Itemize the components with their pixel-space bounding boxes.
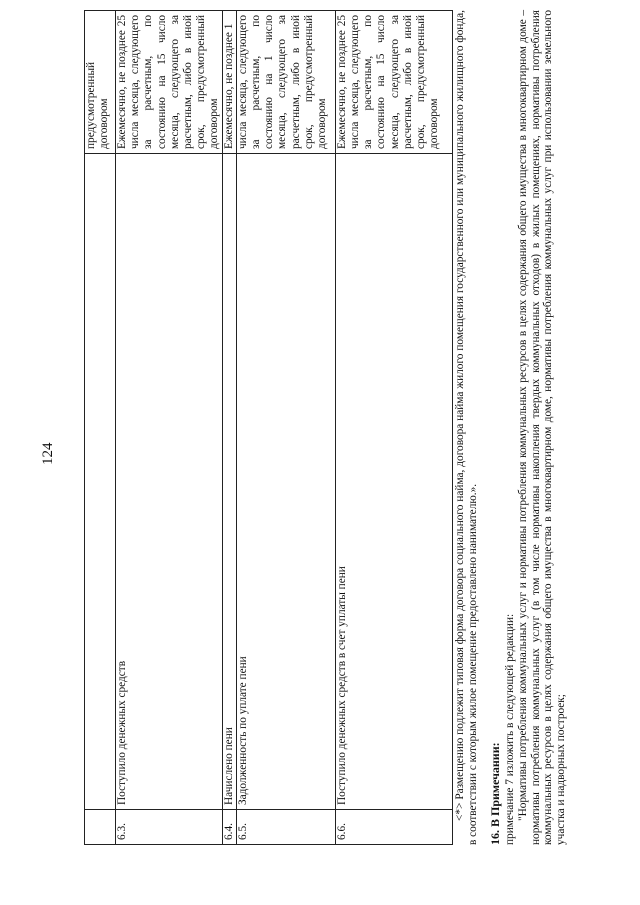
row-term: Ежемесячно, не позднее 1 xyxy=(222,11,236,154)
table-row xyxy=(236,11,335,845)
table-row xyxy=(85,11,116,845)
row-term: Ежемесячно, не позднее 25 числа месяца, следующего за расчетным, по состоянию на 15 число месяца, следующего за расчетным, либо в иной срок, предусмотренный договором xyxy=(116,11,223,154)
section-heading: 16. В Примечании: xyxy=(488,742,502,845)
section-intro: примечание 7 изложить в следующей редакции: xyxy=(504,613,516,845)
row-number: 6.5. xyxy=(236,810,335,845)
page-number: 124 xyxy=(40,442,56,465)
table-row xyxy=(116,11,223,845)
row-number: 6.6. xyxy=(335,810,452,845)
row-term: числа месяца, следующего за расчетным, по состоянию на 1 число месяца, следующего за расчетным, либо в иной срок, предусмотренный договором xyxy=(236,11,335,154)
row-name: Задолженность по уплате пени xyxy=(236,154,335,810)
row-name: Начислено пени xyxy=(222,154,236,810)
row-number: 6.3. xyxy=(116,810,223,845)
row-name: Поступило денежных средств в счет уплаты пени xyxy=(335,154,452,810)
report-table xyxy=(84,10,453,845)
footnote: <*> Размещению подлежит типовая форма договора социального найма, договора найма жилого помещения государственного или муниципального жилищного фонда, в соответствии с которым жилое помещение предоставлено нанимателю.». xyxy=(454,10,479,845)
table-row xyxy=(222,11,236,845)
section-text: "Нормативы потребления коммунальных услуг и нормативы потребления коммунальных ресурсов в целях содержания общего имущества в многоквартирном доме – нормативы потребления коммунальных услуг (в том числе нормативы накопления твердых коммунальных отходов) в жилых помещениях, нормативы потребления коммунальных ресурсов в целях содержания общего имущества в многоквартирном доме, нормативы потребления коммунальных услуг при использовании земельного участка и надворных построек; xyxy=(517,10,567,845)
row-term: Ежемесячно, не позднее 25 числа месяца, следующего за расчетным, по состоянию на 15 число месяца, следующего за расчетным, либо в иной срок, предусмотренный договором xyxy=(335,11,452,154)
table-row xyxy=(335,11,452,845)
row-number: 6.4. xyxy=(222,810,236,845)
row-name: Поступило денежных средств xyxy=(116,154,223,810)
row-number xyxy=(85,810,116,845)
row-term: предусмотренный договором xyxy=(85,11,116,154)
row-name xyxy=(85,154,116,810)
